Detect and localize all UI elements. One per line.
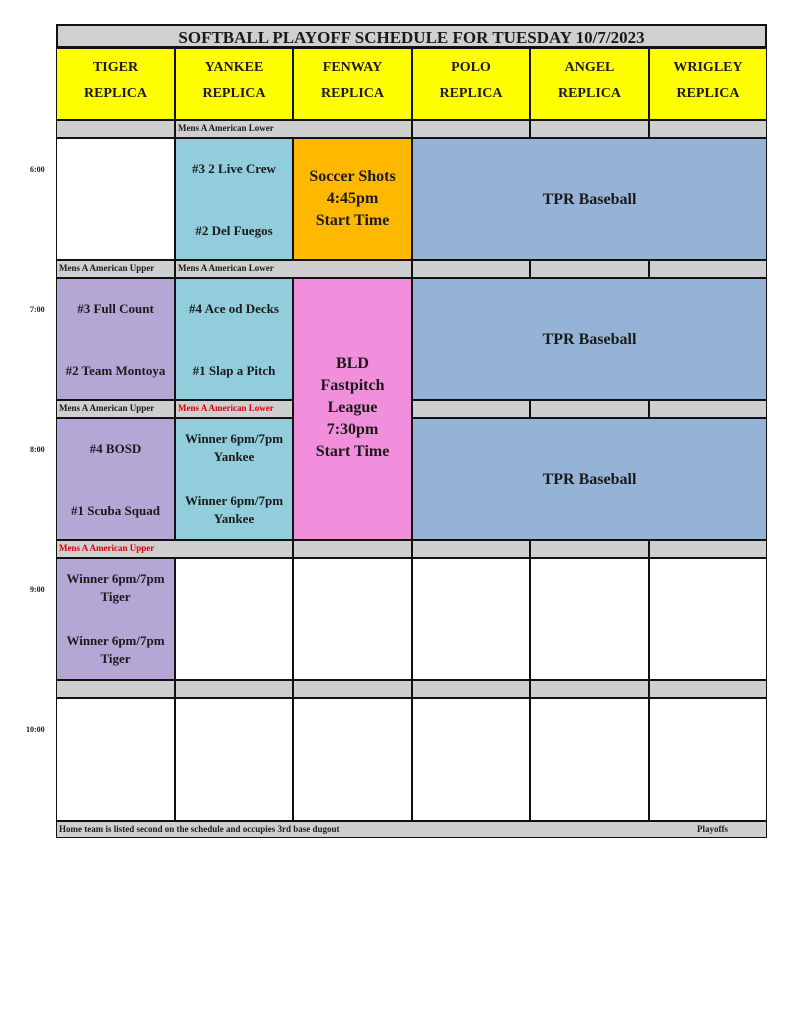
home-team: #1 Scuba Squad <box>71 503 160 518</box>
field-name: YANKEE <box>204 60 264 75</box>
field-header-fenway <box>293 48 412 120</box>
visitor-team: Winner 6pm/7pm <box>184 431 284 446</box>
field-sub: REPLICA <box>676 86 740 101</box>
event-label: TPR Baseball <box>542 471 637 488</box>
home-team: Winner 6pm/7pm <box>66 633 165 648</box>
division-bar: Mens A American Lower <box>175 400 293 418</box>
division-bar <box>649 400 767 418</box>
game-slot[interactable] <box>175 418 293 540</box>
empty-slot <box>412 698 530 821</box>
division-bar <box>412 540 530 558</box>
division-bar <box>530 260 649 278</box>
field-name: TIGER <box>92 60 139 75</box>
division-bar <box>649 540 767 558</box>
division-bar <box>649 680 767 698</box>
field-header-yankee <box>175 48 293 120</box>
division-bar <box>412 680 530 698</box>
event-line: Start Time <box>315 212 390 229</box>
event-tpr-baseball[interactable] <box>412 418 767 540</box>
time-label: 10:00 <box>26 725 45 734</box>
empty-slot <box>530 698 649 821</box>
footer-bar <box>56 821 767 838</box>
visitor-team: #4 Ace od Decks <box>189 301 279 316</box>
division-bar <box>530 540 649 558</box>
event-line: Soccer Shots <box>309 168 396 185</box>
field-name: WRIGLEY <box>673 60 743 75</box>
division-bar: Mens A American Upper <box>56 400 175 418</box>
visitor-team: Tiger <box>100 589 131 604</box>
field-name: POLO <box>451 60 491 75</box>
division-bar <box>412 400 530 418</box>
time-label: 7:00 <box>30 305 45 314</box>
empty-slot <box>56 138 175 260</box>
field-sub: REPLICA <box>557 86 621 101</box>
footer-note: Home team is listed second on the schedule and occupies 3rd base dugout <box>59 824 340 834</box>
division-bar <box>412 120 530 138</box>
division-bar <box>649 120 767 138</box>
field-sub: REPLICA <box>439 86 503 101</box>
event-line: 4:45pm <box>326 190 379 207</box>
home-team: Winner 6pm/7pm <box>184 493 284 508</box>
event-line: League <box>327 399 378 416</box>
time-label: 6:00 <box>30 165 45 174</box>
field-sub: REPLICA <box>202 86 266 101</box>
field-header-tiger <box>56 48 175 120</box>
division-bar <box>56 680 175 698</box>
game-slot[interactable] <box>56 558 175 680</box>
visitor-team: #3 2 Live Crew <box>192 161 276 176</box>
division-bar <box>530 400 649 418</box>
home-team: #1 Slap a Pitch <box>192 363 276 378</box>
division-bar <box>412 260 530 278</box>
field-header-polo <box>412 48 530 120</box>
event-bld-fastpitch[interactable] <box>293 278 412 540</box>
empty-slot <box>293 698 412 821</box>
event-line: Fastpitch <box>320 377 385 394</box>
event-line: BLD <box>336 355 369 372</box>
home-team: #2 Team Montoya <box>65 363 166 378</box>
division-bar <box>293 680 412 698</box>
division-bar: Mens A American Lower <box>175 260 412 278</box>
event-line: 7:30pm <box>326 421 379 438</box>
empty-slot <box>175 698 293 821</box>
event-tpr-baseball[interactable] <box>412 138 767 260</box>
game-slot[interactable] <box>175 278 293 400</box>
visitor-team: #4 BOSD <box>89 441 142 456</box>
division-bar <box>293 540 412 558</box>
empty-slot <box>530 558 649 680</box>
division-bar: Mens A American Lower <box>175 120 412 138</box>
footer-playoffs-label: Playoffs <box>697 824 728 834</box>
field-header-wrigley <box>649 48 767 120</box>
division-bar <box>56 120 175 138</box>
empty-slot <box>56 698 175 821</box>
game-slot[interactable] <box>56 278 175 400</box>
home-team: Tiger <box>100 651 131 666</box>
field-sub: REPLICA <box>83 86 147 101</box>
division-bar <box>175 680 293 698</box>
game-slot[interactable] <box>175 138 293 260</box>
visitor-team: Yankee <box>213 449 255 464</box>
division-bar: Mens A American Upper <box>56 540 293 558</box>
page-title: SOFTBALL PLAYOFF SCHEDULE FOR TUESDAY 10/7/2023 <box>56 24 767 48</box>
event-line: Start Time <box>315 443 390 460</box>
division-bar <box>530 680 649 698</box>
event-tpr-baseball[interactable] <box>412 278 767 400</box>
empty-slot <box>293 558 412 680</box>
home-team: Yankee <box>213 511 255 526</box>
event-label: TPR Baseball <box>542 331 637 348</box>
division-bar: Mens A American Upper <box>56 260 175 278</box>
field-sub: REPLICA <box>320 86 384 101</box>
division-bar <box>649 260 767 278</box>
event-label: TPR Baseball <box>542 191 637 208</box>
time-label: 9:00 <box>30 585 45 594</box>
empty-slot <box>412 558 530 680</box>
field-name: ANGEL <box>564 60 615 75</box>
empty-slot <box>649 558 767 680</box>
event-soccer-shots[interactable] <box>293 138 412 260</box>
visitor-team: #3 Full Count <box>77 301 154 316</box>
division-bar <box>530 120 649 138</box>
time-label: 8:00 <box>30 445 45 454</box>
game-slot[interactable] <box>56 418 175 540</box>
empty-slot <box>649 698 767 821</box>
empty-slot <box>175 558 293 680</box>
visitor-team: Winner 6pm/7pm <box>66 571 165 586</box>
home-team: #2 Del Fuegos <box>195 223 273 238</box>
field-header-angel <box>530 48 649 120</box>
field-name: FENWAY <box>322 60 383 75</box>
